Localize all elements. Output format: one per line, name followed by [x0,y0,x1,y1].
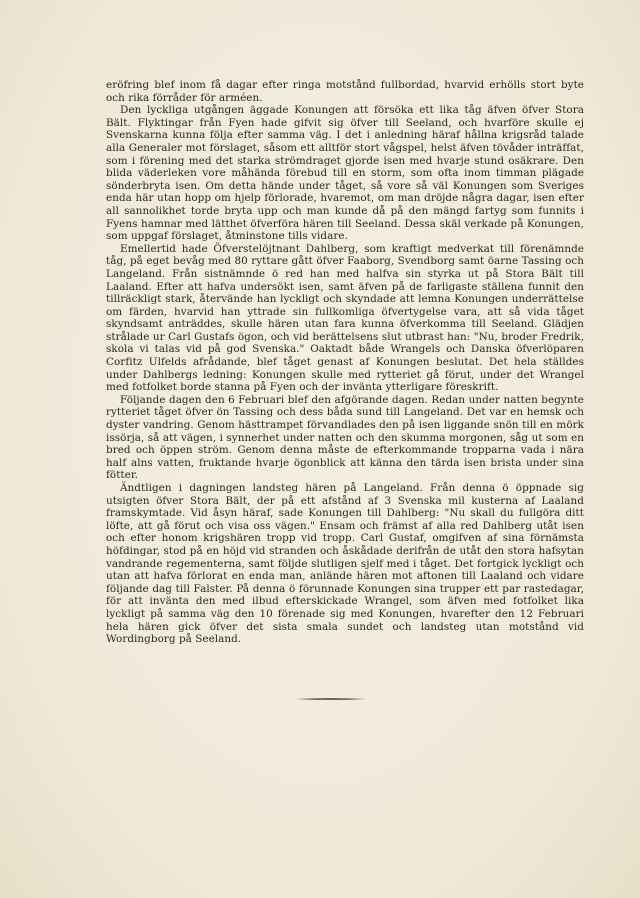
paragraph-stora-balt-proposal: Den lyckliga utgången äggade Konungen att försöka ett lika tåg äfven öfver Stora Bält. Flyktingar från Fyen hade gifvit sig öfver till Seeland, och hvarföre skulle ej Svenskarna kunna följa efter samma väg. I det i anledning häraf hållna krigsråd talade alla Generaler mot förslaget, såsom ett alltför stort vågspel, helst äfven tövåder inträffat, som i förening med det starka strömdraget gjorde isen med hvarje stund osäkrare. Den blida väderleken vore måhända förebud till en storm, som ofta inom timman plägade sönderbryta isen. Om detta hände under tåget, så vore så väl Konungen som Sveriges enda här utan hopp om hjelp förlorade, hvaremot, om man dröjde några dagar, isen efter all sannolikhet torde bryta upp och man kunde då på den mängd fartyg som funnits i Fyens hamnar med lätthet öfverföra hären till Seeland. Dessa skäl verkade på Konungen, som uppgaf förslaget, åtminstone tills vidare. [106,104,584,243]
paragraph-crossing-to-seeland: Ändtligen i dagningen landsteg hären på Langeland. Från denna ö öppnade sig utsigten öfver Stora Bält, der på ett afstånd af 3 Svenska mil kusterna af Laaland framskymtade. Vid åsyn häraf, sade Konungen till Dahlberg: "Nu skall du fullgöra ditt löfte, att gå förut och visa oss vägen." Ensam och främst af alla red Dahlberg utåt isen och efter honom krigshären tropp vid tropp. Carl Gustaf, omgifven af sina förnämsta höfdingar, stod på en höjd vid stranden och åskådade derifrån de utåt den stora hafsytan vandrande regementerna, samt följde slutligen sjelf med i tåget. Det fortgick lyckligt och utan att hafva förlorat en enda man, anlände hären mot aftonen till Laaland och vidare följande dag till Falster. På denna ö förunnade Konungen sina trupper ett par rastedagar, för att invänta den med ilbud efterskickade Wrangel, som äfven med fotfolket lika lyckligt på samma väg den 10 förenade sig med Konungen, hvarefter den 12 Februari hela hären gick öfver det sista smala sundet och landsteg utan motstånd vid Wordingborg på Seeland. [106,482,584,646]
decorative-rule [296,697,366,701]
paragraph-february-sixth: Följande dagen den 6 Februari blef den afgörande dagen. Redan under natten begynte rytteriet tåget öfver ön Tassing och dess båda sund till Langeland. Det var en hemsk och dyster vandring. Genom hästtrampet förvandlades den på isen liggande snön till en mörk issörja, så att vägen, i synnerhet under natten och den skumma morgonen, såg ut som en bred och öppen ström. Genom denna måste de efterkommande tropparna vada i nära half alns vatten, fruktande hvarje ögonblick att känna den tärda isen brista under sina fötter. [106,393,584,482]
paragraph-continuation: eröfring blef inom få dagar efter ringa motstånd fullbordad, hvarvid erhölls stort byte och rika förråder för arméen. [106,79,584,104]
body-text [106,79,584,646]
paragraph-dahlberg-reconnaissance: Emellertid hade Öfverstelöjtnant Dahlberg, som kraftigt medverkat till förenämnde tåg, på eget bevåg med 80 ryttare gått öfver Faaborg, Svendborg samt öarne Tassing och Langeland. Från sistnämnde ö red han med halfva sin styrka ut på Stora Bält till Laaland. Efter att hafva undersökt isen, samt äfven på de farligaste ställena funnit den tillräckligt stark, återvände han lyckligt och skyndade att lemna Konungen underrättelse om färden, hvarvid han yttrade sin fullkomliga öfvertygelse vara, att så vida tåget skyndsamt anträddes, skulle hären utan fara kunna öfverkomma till Seeland. Glädjen strålade ur Carl Gustafs ögon, och vid berättelsens slut utbrast han: "Nu, broder Fredrik, skola vi talas vid på god Svenska." Oaktadt både Wrangels och Danska öfverlöparen Corfitz Ulfelds afrådande, blef tåget genast af Konungen beslutat. Det hela ställdes under Dahlbergs ledning: Konungen skulle med rytteriet gå förut, under det Wrangel med fotfolket borde stanna på Fyen och der invänta ytterligare föreskrift. [106,242,584,394]
ornament-line-icon [296,697,366,701]
